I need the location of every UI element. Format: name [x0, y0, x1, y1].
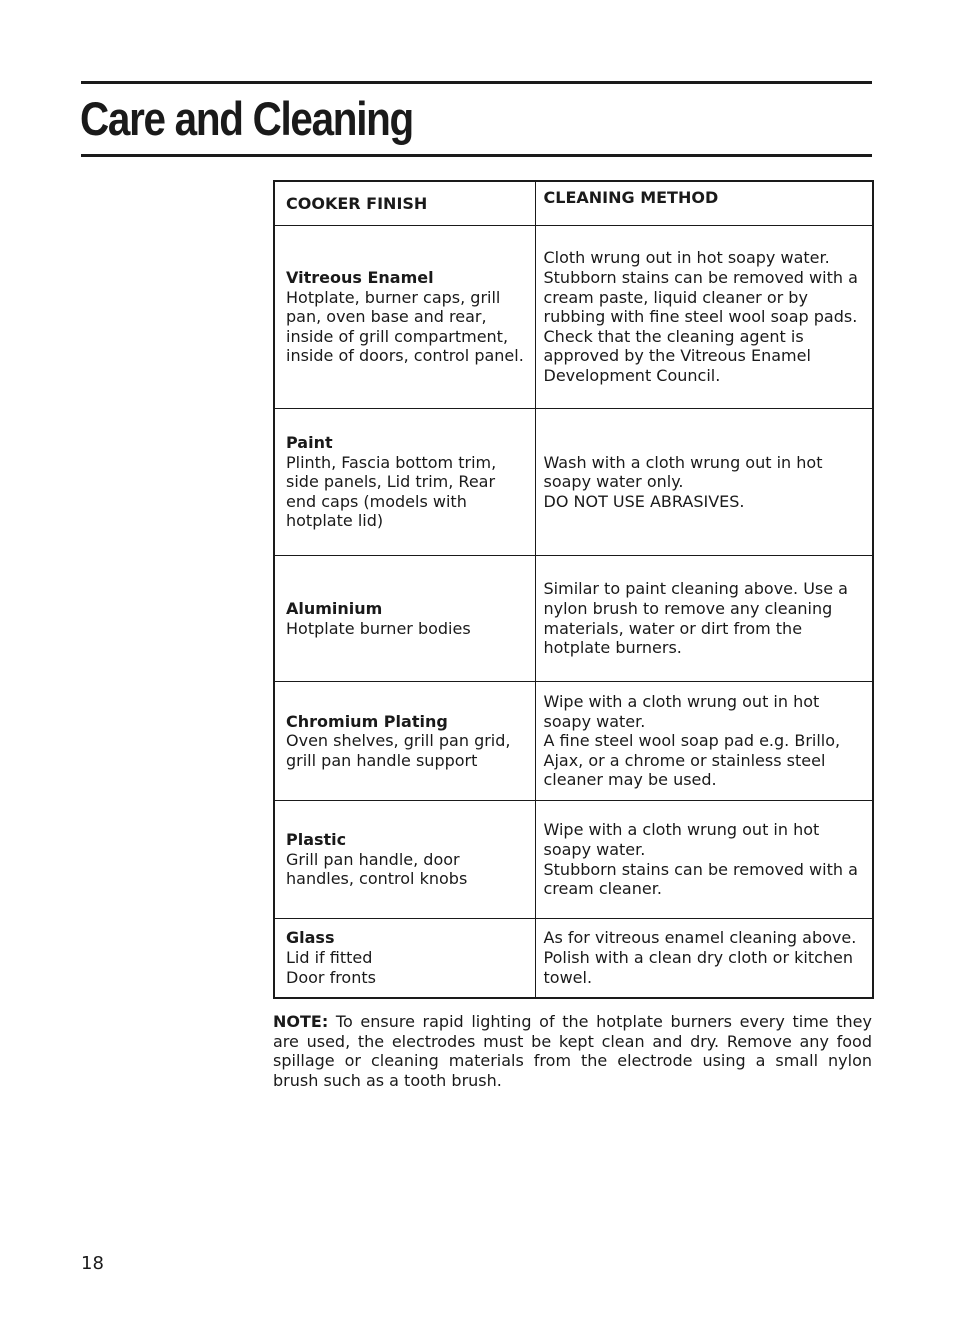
table-row [274, 682, 873, 801]
finish-cell [274, 556, 535, 682]
title-bottom-rule [81, 154, 872, 157]
method-cell [535, 556, 873, 682]
header-cleaning-method: CLEANING METHOD [535, 181, 873, 226]
table-header-row [274, 181, 873, 226]
method-text: Stubborn stains can be removed with a cream cleaner. [543, 859, 858, 899]
note-text: To ensure rapid lighting of the hotplate burners every time they are used, the electrodes must be kept clean and dry. Remove any food spillage or cleaning materials from the electrode using a small nylon brush such as a tooth brush. [273, 1012, 872, 1090]
finish-parts: Grill pan handle, door handles, control knobs [286, 849, 468, 889]
finish-parts: Hotplate, burner caps, grill pan, oven base and rear, inside of grill compartment, inside of doors, control panel. [286, 287, 524, 366]
finish-cell [274, 801, 535, 919]
title-top-rule [81, 81, 872, 84]
finish-name: Plastic [286, 830, 347, 850]
method-text: As for vitreous enamel cleaning above. Polish with a clean dry cloth or kitchen towel. [543, 928, 857, 987]
finish-parts: Plinth, Fascia bottom trim, side panels, Lid trim, Rear end caps (models with hotplate lid) [286, 452, 497, 531]
method-cell [535, 226, 873, 409]
finish-cell [274, 919, 535, 998]
table-row [274, 409, 873, 556]
method-cell [535, 682, 873, 801]
table-row [274, 919, 873, 998]
table-row [274, 556, 873, 682]
finish-cell [274, 682, 535, 801]
finish-parts: Oven shelves, grill pan grid, grill pan handle support [286, 731, 511, 770]
finish-name: Chromium Plating [286, 711, 448, 731]
finish-name: Aluminium [286, 598, 383, 618]
method-text: A fine steel wool soap pad e.g. Brillo, Ajax, or a chrome or stainless steel cleaner may be used. [543, 731, 841, 790]
note-paragraph [273, 1012, 872, 1090]
method-cell [535, 409, 873, 556]
method-text: Cloth wrung out in hot soapy water. Stubborn stains can be removed with a cream paste, liquid cleaner or by rubbing with fine steel wool soap pads. Check that the cleaning agent is approved by the Vitreous Enamel Development Council. [543, 248, 858, 385]
method-text: Wash with a cloth wrung out in hot soapy water only. [543, 452, 823, 492]
finish-name: Vitreous Enamel [286, 268, 434, 288]
finish-parts: Hotplate burner bodies [286, 618, 471, 638]
page-number: 18 [81, 1253, 104, 1274]
finish-cell [274, 226, 535, 409]
finish-parts: Door fronts [286, 967, 376, 987]
finish-name: Glass [286, 928, 335, 948]
page-title: Care and Cleaning [80, 92, 413, 145]
method-cell [535, 801, 873, 919]
note-label: NOTE: [273, 1012, 329, 1031]
header-cooker-finish: COOKER FINISH [274, 181, 535, 226]
table-row [274, 226, 873, 409]
method-text: Similar to paint cleaning above. Use a nylon brush to remove any cleaning materials, water or dirt from the hotplate burners. [543, 579, 848, 658]
method-text: Wipe with a cloth wrung out in hot soapy water. [543, 692, 820, 731]
method-text: Wipe with a cloth wrung out in hot soapy water. [543, 820, 820, 859]
finish-cell [274, 409, 535, 556]
finish-name: Paint [286, 433, 333, 453]
method-cell [535, 919, 873, 998]
cleaning-table [273, 180, 874, 999]
table-row [274, 801, 873, 919]
method-warning: DO NOT USE ABRASIVES. [543, 491, 745, 511]
finish-parts: Lid if fitted [286, 947, 373, 967]
